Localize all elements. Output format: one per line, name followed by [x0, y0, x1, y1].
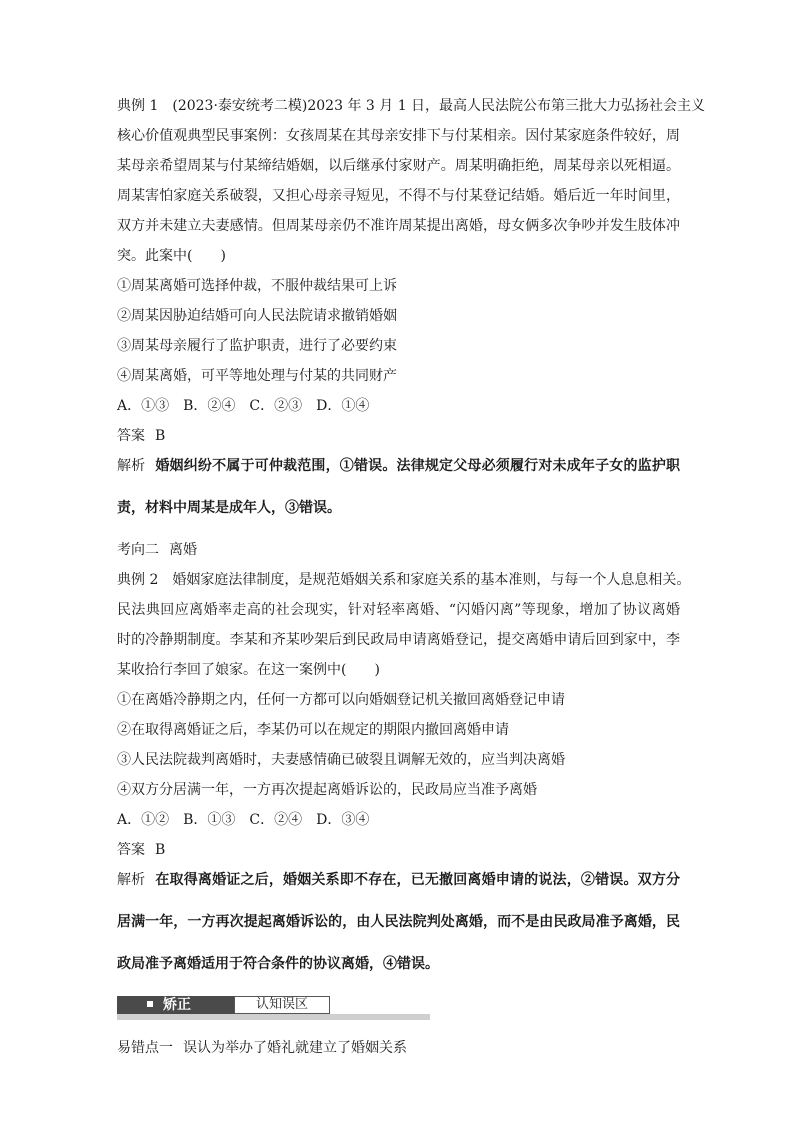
answer-value: B: [155, 428, 166, 444]
answer-value: B: [155, 842, 166, 858]
analysis-label: 解析: [117, 458, 146, 474]
analysis-text: 在取得离婚证之后，婚姻关系即不存在，已无撤回离婚申请的说法，②错误。双方分: [155, 872, 681, 888]
answer-label: 答案: [117, 428, 145, 444]
section-title: 离婚: [169, 542, 197, 558]
analysis-label: 解析: [117, 872, 146, 888]
analysis: [117, 870, 680, 890]
answer: [117, 426, 680, 446]
example-2-line: 民法典回应离婚率走高的社会现实，针对轻率离婚、“闪婚闪离”等现象，增加了协议离婚: [117, 602, 680, 618]
square-bullet-icon: [147, 1001, 153, 1007]
analysis-line: 居满一年，一方再次提起离婚诉讼的，由人民法院判处离婚，而不是由民政局准予离婚，民: [117, 914, 680, 930]
error-point-text: 误认为举办了婚礼就建立了婚姻关系: [183, 1040, 407, 1056]
option-item: ④双方分居满一年，一方再次提起离婚诉讼的，民政局应当准予离婚: [117, 782, 537, 798]
option-item: ③人民法院裁判离婚时，夫妻感情确已破裂且调解无效的，应当判决离婚: [117, 752, 565, 768]
error-point-label: 易错点一: [117, 1040, 173, 1056]
banner-light-label: 认知误区: [234, 996, 330, 1014]
example-1-line: 某母亲希望周某与付某缔结婚姻，以后继承付家财产。周某明确拒绝，周某母亲以死相逼。: [117, 158, 680, 174]
answer: [117, 840, 680, 860]
analysis-line: 政局准予离婚适用于符合条件的协议离婚，④错误。: [117, 956, 439, 972]
banner-dark-tab: [117, 996, 234, 1014]
option-item: ④周某离婚，可平等地处理与付某的共同财产: [117, 368, 397, 384]
analysis-text: 婚姻纠纷不属于可仲裁范围，①错误。法律规定父母必须履行对未成年子女的监护职: [155, 458, 681, 474]
choices: A．①② B．①③ C．②④ D．③④: [117, 812, 370, 828]
example-1-line: 周某害怕家庭关系破裂，又担心母亲寻短见，不得不与付某登记结婚。婚后近一年时间里，: [117, 188, 680, 204]
example-1: [117, 96, 706, 518]
analysis: [117, 456, 680, 476]
example-1-line: 双方并未建立夫妻感情。但周某母亲仍不准许周某提出离婚，母女俩多次争吵并发生肢体冲: [117, 218, 680, 234]
example-2-line: 某收拾行李回了娘家。在这一案例中( ): [117, 662, 380, 678]
option-item: ①在离婚冷静期之内，任何一方都可以向婚姻登记机关撤回离婚登记申请: [117, 692, 565, 708]
choices: A．①③ B．②④ C．②③ D．①④: [117, 398, 370, 414]
example-1-line: 典例 1 (2023·泰安统考二模)2023 年 3 月 1 日，最高人民法院公布第三批大力弘扬社会主义: [117, 98, 706, 114]
answer-label: 答案: [117, 842, 145, 858]
section-label: 考向二: [117, 542, 159, 558]
example-2-line: 典例 2 婚姻家庭法律制度，是规范婚姻关系和家庭关系的基本准则，与每一个人息息相关。: [117, 572, 691, 588]
content: [117, 96, 706, 1068]
banner-dark-label: 矫正: [163, 997, 191, 1013]
option-item: ③周某母亲履行了监护职责，进行了必要约束: [117, 338, 397, 354]
option-item: ②周某因胁迫结婚可向人民法院请求撤销婚姻: [117, 308, 397, 324]
section-heading: [117, 540, 680, 560]
option-item: ①周某离婚可选择仲裁，不服仲裁结果可上诉: [117, 278, 397, 294]
correction-banner: [117, 996, 430, 1020]
example-1-line: 核心价值观典型民事案例：女孩周某在其母亲安排下与付某相亲。因付某家庭条件较好，周: [117, 128, 680, 144]
error-point: [117, 1038, 680, 1058]
example-2-line: 时的冷静期制度。李某和齐某吵架后到民政局申请离婚登记，提交离婚申请后回到家中，李: [117, 632, 680, 648]
option-item: ②在取得离婚证之后，李某仍可以在规定的期限内撤回离婚申请: [117, 722, 509, 738]
example-2: [117, 570, 691, 974]
example-1-line: 突。此案中( ): [117, 248, 226, 264]
analysis-line: 责，材料中周某是成年人，③错误。: [117, 500, 341, 516]
